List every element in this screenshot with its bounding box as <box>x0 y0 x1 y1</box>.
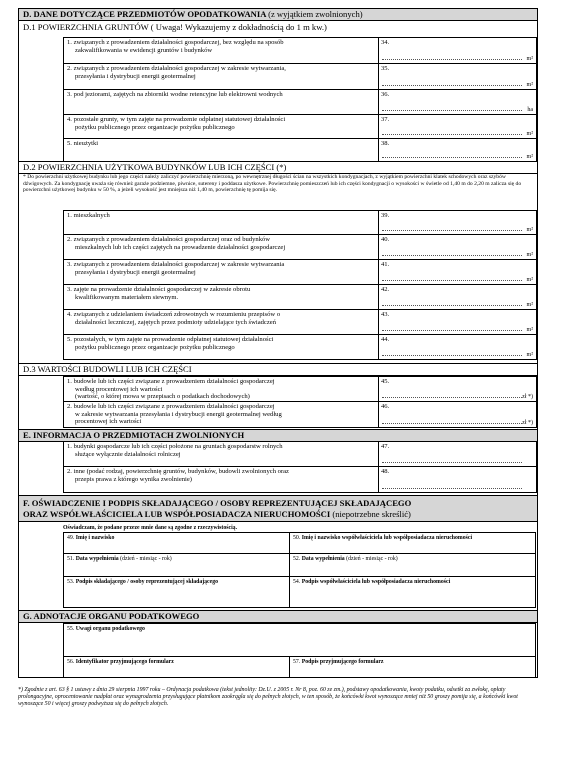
row-label-text: 4. pozostałe grunty, w tym zajęte na prowadzenie odpłatnej statutowej działalności <box>67 116 286 123</box>
d1-value-field[interactable] <box>378 37 537 64</box>
d2-note: * Do powierzchni użytkowej budynku lub jego części należy zaliczyć powierzchnię mierzoną, po wewnętrznej długości ścian na wszystkich kondygnacjach, z wyjątkiem powierzchni klatek schodowych oraz szybów dźwigowych. Za kondygnację uważa się również garaże podziemne, piwnice, sutereny i poddasza użytkowe. Powierzchnię pomieszczeń lub ich części kondygnacji o wysokości w świetle od 1,40 m do 2,20 m zalicza się do powierzchni użytkowej budynku w 50 %, a jeżeli wysokość jest mniejsza niż 1,40 m, powierzchnię tę pomija się. <box>23 174 522 194</box>
d2-row-label <box>63 234 379 260</box>
field-number: 40. <box>381 236 390 243</box>
e-value-field[interactable] <box>378 441 537 467</box>
section-e-header: E. INFORMACJA O PRZEDMIOTACH ZWOLNIONYCH <box>19 429 537 442</box>
d3-value-field[interactable] <box>378 401 537 428</box>
row-label-text: 1. mieszkalnych <box>67 212 110 219</box>
d2-value-field[interactable] <box>378 309 537 335</box>
row-label-text: pożytku publicznego przez organizacje pożytku publicznego <box>75 123 235 131</box>
row-label-text: 3. zajęte na prowadzenie działalności gospodarczej w zakresie obrotu <box>67 286 251 293</box>
field-unit: m² <box>526 252 533 258</box>
d1-title: D.1 POWIERZCHNIA GRUNTÓW ( Uwaga! Wykazujemy z dokładnością do 1 m kw.) <box>23 22 327 32</box>
statement-text: Oświadczam, że podane przeze mnie dane są zgodne z rzeczywistością. <box>63 525 238 531</box>
row-label-text: 2. inne (podać rodzaj, powierzchnię gruntów, budynków, budowli zwolnionych oraz <box>67 468 289 475</box>
e-row-label <box>63 441 379 467</box>
field-unit: m² <box>526 277 533 283</box>
row-label-text: 4. związanych z udzielaniem świadczeń zdrowotnych w rozumieniu przepisów o <box>67 311 281 318</box>
field-number: 48. <box>381 468 390 475</box>
dotted-line <box>382 230 522 231</box>
d2-value-field[interactable] <box>378 284 537 310</box>
row-label-text: 3. pod jeziorami, zajętych na zbiorniki wodne retencyjne lub elektrowni wodnych <box>67 91 283 98</box>
field-unit: m² <box>526 227 533 233</box>
dotted-line <box>382 110 522 111</box>
row-label-text: 2. budowle lub ich części związane z prowadzeniem działalności gospodarczej <box>67 403 275 410</box>
dotted-line <box>382 330 522 331</box>
row-label-text: zakwalifikowania w ewidencji gruntów i budynków <box>75 46 213 54</box>
dotted-line <box>382 59 522 60</box>
section-f-header <box>19 495 537 522</box>
row-label-text: przesyłania i dystrybucji energii geotermalnej <box>75 268 196 276</box>
row-label-text: (wartość, o której mowa w przepisach o podatkach dochodowych) <box>75 393 250 401</box>
row-label-text: kwalifikowanym materiałem siewnym. <box>75 293 179 301</box>
d1-row-label <box>63 63 379 90</box>
row-label-text: działalności leczniczej, zajętych przez podmioty udzielające tych świadczeń <box>75 318 277 326</box>
field-unit: m² <box>526 352 533 358</box>
d1-value-field[interactable] <box>378 89 537 115</box>
field-unit: m² <box>526 56 533 62</box>
field-unit: zł *) <box>522 420 533 426</box>
d1-row-label <box>63 37 379 64</box>
field-53-signature[interactable]: 53. Podpis składającego / osoby reprezentującej składającego <box>63 576 290 608</box>
field-57-signature[interactable]: 57. Podpis przyjmującego formularz <box>289 656 536 678</box>
d2-value-field[interactable] <box>378 210 537 235</box>
d2-row-label <box>63 284 379 310</box>
dotted-line <box>382 280 522 281</box>
d2-row-label <box>63 259 379 285</box>
field-54-signature[interactable]: 54. Podpis współwłaściciela lub współposiadacza nieruchomości <box>289 576 536 608</box>
dotted-line <box>382 488 522 489</box>
d1-value-field[interactable] <box>378 63 537 90</box>
field-unit: zł *) <box>522 394 533 400</box>
field-number: 35. <box>381 65 390 72</box>
field-number: 42. <box>381 286 390 293</box>
row-label-text: 1. budynki gospodarcze lub ich części położone na gruntach gospodarstw rolnych <box>67 443 283 450</box>
section-f-title-1: F. OŚWIADCZENIE I PODPIS SKŁADAJĄCEGO / OSOBY REPREZENTUJĄCEJ SKŁADAJĄCEGO <box>23 498 412 508</box>
row-label-text: 5. nieużytki <box>67 140 99 147</box>
field-number: 47. <box>381 443 390 450</box>
field-unit: m² <box>526 302 533 308</box>
d3-title: D.3 WARTOŚCI BUDOWLI LUB ICH CZĘŚCI <box>19 363 537 376</box>
section-d-header <box>19 9 537 21</box>
row-label-text: 3. związanych z prowadzeniem działalności gospodarczej w zakresie wytwarzania <box>67 261 285 268</box>
d2-row-label <box>63 309 379 335</box>
row-label-text: 2. związanych z prowadzeniem działalności gospodarczej w zakresie wytwarzania, <box>67 65 286 72</box>
field-49-name[interactable]: 49. Imię i nazwisko <box>63 532 290 554</box>
field-unit: m² <box>526 327 533 333</box>
e-row-label <box>63 466 379 493</box>
field-number: 41. <box>381 261 390 268</box>
row-label-text: mieszkalnych lub ich części zajętych na prowadzenie działalności gospodarczej <box>75 243 286 251</box>
dotted-line <box>382 462 522 463</box>
field-number: 45. <box>381 378 390 385</box>
d1-value-field[interactable] <box>378 138 537 162</box>
e-value-field[interactable] <box>378 466 537 493</box>
field-unit: m² <box>526 131 533 137</box>
field-number: 44. <box>381 336 390 343</box>
dotted-line <box>382 423 522 424</box>
dotted-line <box>382 397 522 398</box>
field-55-remarks[interactable]: 55. Uwagi organu podatkowego <box>63 623 536 657</box>
section-d-title: D. DANE DOTYCZĄCE PRZEDMIOTÓW OPODATKOWANIA <box>23 9 266 19</box>
dotted-line <box>382 355 522 356</box>
field-50-coowner-name[interactable]: 50. Imię i nazwisko współwłaściciela lub współposiadacza nieruchomości <box>289 532 536 554</box>
dotted-line <box>382 305 522 306</box>
row-label-text: przesyłania i dystrybucji energii geotermalnej <box>75 72 196 80</box>
field-number: 46. <box>381 403 390 410</box>
d2-value-field[interactable] <box>378 259 537 285</box>
d3-row-label <box>63 376 379 402</box>
field-52-date[interactable]: 52. Data wypełnienia (dzień - miesiąc - rok) <box>289 553 536 577</box>
row-label-text: służące wyłącznie działalności rolniczej <box>75 450 181 458</box>
d2-value-field[interactable] <box>378 334 537 360</box>
field-number: 37. <box>381 116 390 123</box>
field-56-identifier[interactable]: 56. Identyfikator przyjmującego formularz <box>63 656 290 678</box>
footnote: *) Zgodnie z art. 63 § 1 ustawy z dnia 29 sierpnia 1997 roku – Ordynacja podatkowa (tekst jednolity: Dz.U. z 2005 r. Nr 8, poz. 60 ze zm.), podstawy opodatkowania, kwoty podatku, odsetki za zwłokę, opłaty prolongacyjne, oprocentowanie nadpłat oraz wynagrodzenia przysługujące płatnikom zaokrągla się do pełnych złotych, w ten sposób, że końcówki kwot wynoszące mniej niż 50 groszy pomija się, a końcówki kwot wynoszące 50 i więcej groszy podwyższa się do pełnych złotych. <box>18 687 518 708</box>
d2-value-field[interactable] <box>378 234 537 260</box>
row-label-text: według procentowej ich wartości <box>75 385 163 393</box>
d1-value-field[interactable] <box>378 114 537 139</box>
row-label-text: przepis prawa z którego wynika zwolnienie) <box>75 475 192 483</box>
section-d-title-note: (z wyjątkiem zwolnionych) <box>268 9 363 19</box>
row-label-text: procentowej ich wartości <box>75 418 142 426</box>
d2-row-label <box>63 334 379 360</box>
field-number: 43. <box>381 311 390 318</box>
row-label-text: w zakresie wytwarzania przesyłania i dystrybucji energii geotermalnej według <box>75 410 282 418</box>
field-number: 36. <box>381 91 390 98</box>
dotted-line <box>382 134 522 135</box>
field-51-date[interactable]: 51. Data wypełnienia (dzień - miesiąc - rok) <box>63 553 290 577</box>
field-unit: m² <box>526 154 533 160</box>
row-label-text: 2. związanych z prowadzeniem działalności gospodarczej oraz od budynków <box>67 236 271 243</box>
d1-row-label <box>63 89 379 115</box>
field-number: 38. <box>381 140 390 147</box>
field-unit: m² <box>526 82 533 88</box>
d3-row-label <box>63 401 379 428</box>
dotted-line <box>382 157 522 158</box>
section-f-title-note: (niepotrzebne skreślić) <box>332 509 411 519</box>
d2-row-label <box>63 210 379 235</box>
d2-title: D.2 POWIERZCHNIA UŻYTKOWA BUDYNKÓW LUB ICH CZĘŚCI (*) <box>19 161 537 174</box>
field-unit: ha <box>527 107 533 113</box>
section-g-header: G. ADNOTACJE ORGANU PODATKOWEGO <box>19 610 537 623</box>
row-label-text: pożytku publicznego przez organizacje pożytku publicznego <box>75 343 235 351</box>
d1-row-label <box>63 114 379 139</box>
row-label-text: 1. związanych z prowadzeniem działalności gospodarczej, bez względu na sposób <box>67 39 284 46</box>
d1-row-label <box>63 138 379 162</box>
section-f-title-2: ORAZ WSPÓŁWŁAŚCICIELA LUB WSPÓŁPOSIADACZA NIERUCHOMOŚCI <box>23 509 331 519</box>
field-number: 34. <box>381 39 390 46</box>
dotted-line <box>382 255 522 256</box>
d3-value-field[interactable] <box>378 376 537 402</box>
row-label-text: 5. pozostałych, w tym zajęte na prowadzenie odpłatnej statutowej działalności <box>67 336 274 343</box>
row-label-text: 1. budowle lub ich części związane z prowadzeniem działalności gospodarczej <box>67 378 275 385</box>
dotted-line <box>382 85 522 86</box>
tax-form <box>18 8 538 678</box>
field-number: 39. <box>381 212 390 219</box>
